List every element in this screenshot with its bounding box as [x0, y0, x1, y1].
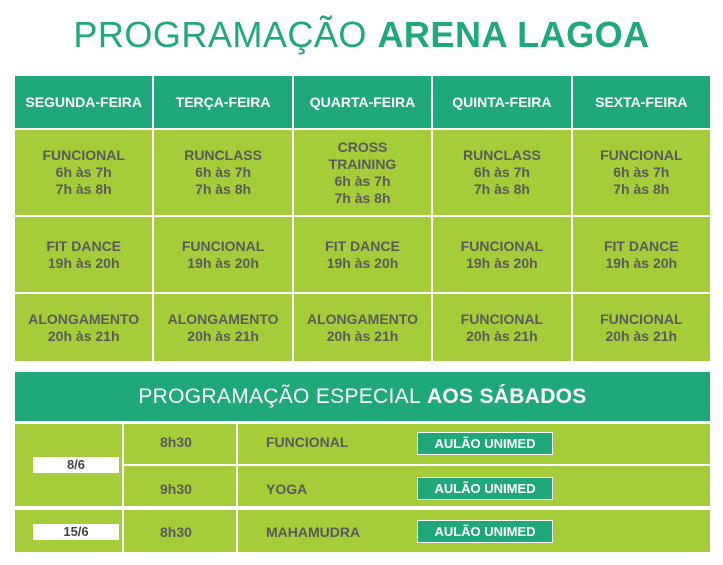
class-time: 7h às 8h	[55, 181, 112, 197]
saturday-header	[15, 372, 710, 421]
schedule-cell	[433, 130, 570, 215]
session-badge: AULÃO UNIMED	[417, 477, 553, 500]
class-time: 20h às 21h	[605, 327, 678, 344]
class-name: CROSS	[337, 138, 388, 155]
class-time: 7h às 8h	[195, 181, 252, 197]
class-time: 20h às 21h	[187, 327, 259, 344]
class-name: FUNCIONAL	[600, 147, 683, 163]
schedule-cell	[154, 217, 291, 292]
date-label: 15/6	[33, 524, 119, 540]
session-time: 8h30	[160, 434, 192, 450]
class-name: FUNCIONAL	[460, 237, 544, 254]
schedule-cell	[573, 130, 710, 215]
session-badge: AULÃO UNIMED	[417, 432, 553, 455]
schedule-cell	[15, 130, 152, 215]
saturday-group	[15, 510, 710, 552]
session-activity: MAHAMUDRA	[266, 524, 361, 540]
day-header-monday: SEGUNDA-FEIRA	[15, 76, 152, 128]
page-title	[0, 14, 723, 56]
session-badge: AULÃO UNIMED	[417, 520, 553, 543]
class-time: 19h às 20h	[47, 254, 120, 271]
schedule-cell	[15, 217, 152, 292]
schedule-cell	[15, 294, 152, 361]
saturday-title-bold: AOS SÁBADOS	[426, 384, 587, 408]
class-time: 19h às 20h	[187, 254, 259, 271]
schedule-cell	[433, 294, 570, 361]
class-name: FIT DANCE	[325, 237, 400, 254]
schedule-cell	[154, 130, 291, 215]
class-name: ALONGAMENTO	[307, 310, 418, 327]
session-activity: FUNCIONAL	[266, 434, 349, 450]
session-activity: YOGA	[266, 481, 308, 497]
schedule-cell	[294, 130, 431, 215]
class-name: FUNCIONAL	[600, 310, 683, 327]
class-name: RUNCLASS	[184, 147, 262, 163]
class-time: 6h às 7h	[334, 172, 391, 189]
class-time: 20h às 21h	[466, 327, 538, 344]
class-name: FIT DANCE	[46, 237, 122, 254]
class-name: ALONGAMENTO	[28, 310, 140, 327]
class-time: 7h às 8h	[613, 181, 670, 197]
class-time: 6h às 7h	[55, 164, 112, 180]
class-name: ALONGAMENTO	[167, 310, 279, 327]
class-time: 7h às 8h	[473, 181, 530, 197]
class-time: 6h às 7h	[195, 164, 252, 180]
weekly-schedule	[15, 76, 710, 360]
class-time: 20h às 21h	[326, 327, 399, 344]
class-name: FUNCIONAL	[42, 147, 125, 163]
session-time: 8h30	[160, 524, 192, 540]
class-time: 19h às 20h	[326, 254, 399, 271]
schedule-cell	[433, 217, 570, 292]
title-normal: PROGRAMAÇÃO	[73, 14, 367, 55]
class-time: 6h às 7h	[473, 164, 530, 180]
title-bold: ARENA LAGOA	[377, 14, 650, 55]
day-header-thursday: QUINTA-FEIRA	[433, 76, 570, 128]
class-time: 7h às 8h	[334, 189, 391, 206]
schedule-cell	[294, 294, 431, 361]
class-time: 20h às 21h	[47, 327, 120, 344]
schedule-cell	[573, 217, 710, 292]
saturday-group	[15, 424, 710, 506]
class-name: RUNCLASS	[463, 147, 541, 163]
saturday-title-normal: PROGRAMAÇÃO ESPECIAL	[138, 384, 421, 408]
schedule-cell	[154, 294, 291, 361]
class-time: 6h às 7h	[613, 164, 670, 180]
class-name: FUNCIONAL	[460, 310, 544, 327]
day-header-wednesday: QUARTA-FEIRA	[294, 76, 431, 128]
schedule-cell	[573, 294, 710, 361]
class-time: 19h às 20h	[466, 254, 538, 271]
class-name: FIT DANCE	[603, 237, 679, 254]
session-time: 9h30	[160, 481, 192, 497]
day-header-tuesday: TERÇA-FEIRA	[154, 76, 291, 128]
class-name: FUNCIONAL	[181, 237, 265, 254]
class-time: 19h às 20h	[605, 254, 678, 271]
schedule-cell	[294, 217, 431, 292]
date-label: 8/6	[33, 457, 119, 473]
class-name: TRAINING	[328, 155, 397, 172]
day-header-friday: SEXTA-FEIRA	[573, 76, 710, 128]
